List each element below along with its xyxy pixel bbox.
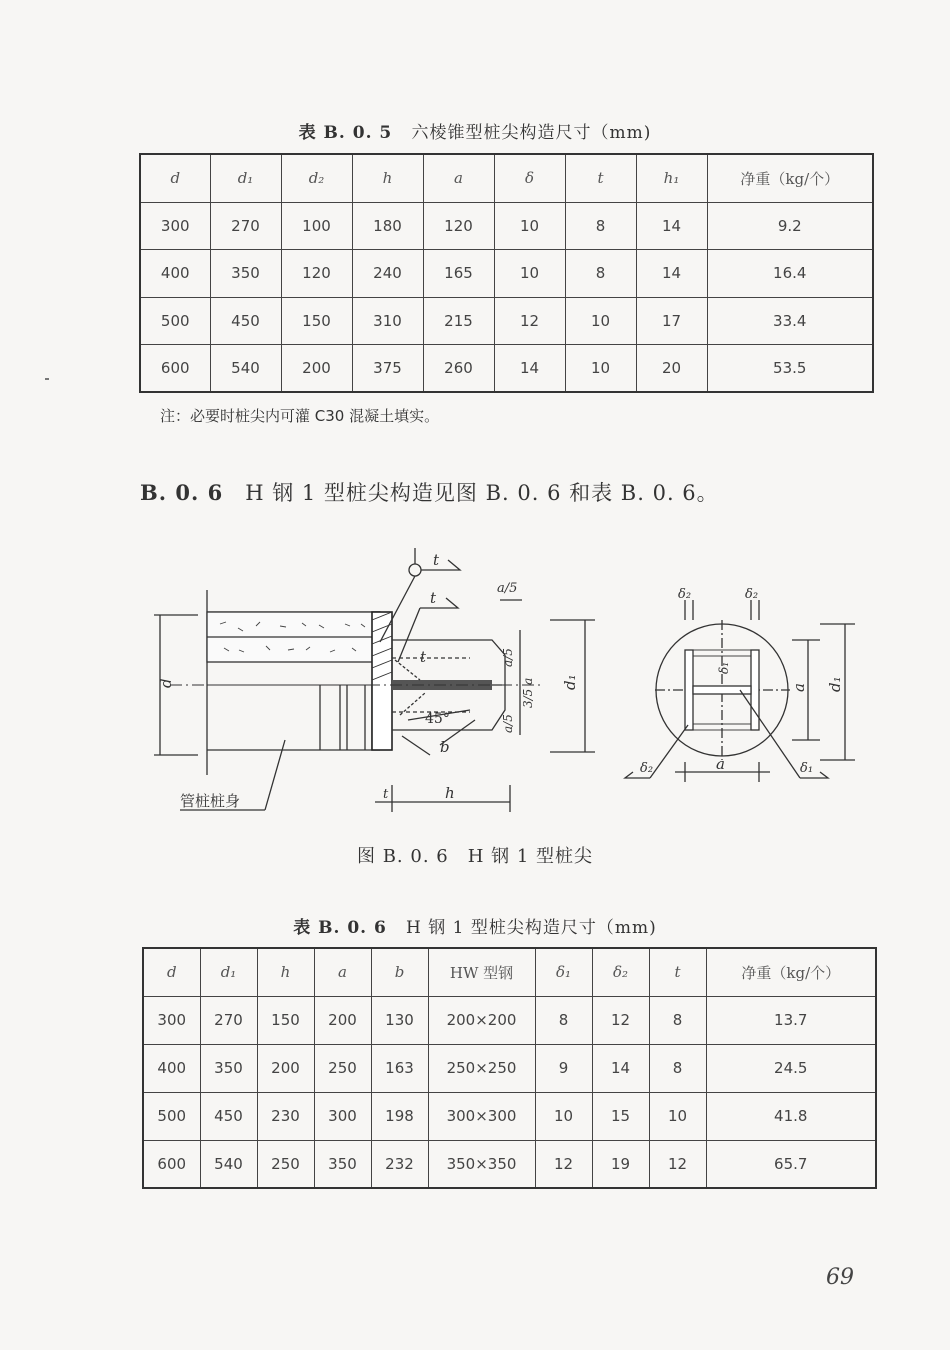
table2-cell: 15 [592,1092,649,1140]
table1-cell: 400 [140,250,210,298]
table2-header-cell: HW 型钢 [428,948,535,996]
table1-cell: 20 [636,345,707,393]
table1-header-cell: d₁ [210,154,281,202]
table1-cell: 100 [281,202,352,250]
dim-d1-right-label: d₁ [826,676,844,692]
table2-cell: 232 [371,1140,428,1188]
dim-d-label: d [157,678,175,688]
table1-header-cell: d₂ [281,154,352,202]
table2-cell: 250 [314,1044,371,1092]
table2-cell: 163 [371,1044,428,1092]
table2-cell: 12 [592,996,649,1044]
table2-cell: 9 [535,1044,592,1092]
table2-header-cell: δ₁ [535,948,592,996]
table1-header-row [140,154,873,202]
h-steel-pile-tip-figure [140,540,870,825]
table2-cell: 41.8 [706,1092,876,1140]
table2-cell: 130 [371,996,428,1044]
table2-cell: 8 [649,996,706,1044]
table2-header-cell: h [257,948,314,996]
table2-header-cell: d [143,948,200,996]
table1-header-cell: t [565,154,636,202]
table1-cell: 375 [352,345,423,393]
table1-cell: 310 [352,297,423,345]
cross-section-view [625,587,855,782]
table1-cell: 12 [494,297,565,345]
table1-cell: 16.4 [707,250,873,298]
table1-cell: 180 [352,202,423,250]
table2-cell: 540 [200,1140,257,1188]
dim-a5-label: a/5 [501,648,515,667]
table1-cell: 350 [210,250,281,298]
weld-t-label-2: t [430,589,437,607]
table2-header-cell: δ₂ [592,948,649,996]
table1 [139,153,874,393]
table1-caption [0,118,950,143]
table2-cell: 200 [314,996,371,1044]
table1-cell: 450 [210,297,281,345]
table2-header-cell: b [371,948,428,996]
table1-cell: 540 [210,345,281,393]
table1-cell: 14 [494,345,565,393]
dim-d1-label: d₁ [561,674,579,690]
table2-cell: 12 [535,1140,592,1188]
table2-cell: 350×350 [428,1140,535,1188]
elevation-view [154,548,595,812]
section-heading [140,477,719,507]
table2-caption-title: H 钢 1 型桩尖构造尺寸（mm) [406,918,657,938]
table2-caption-number: 表 B. 0. 6 [293,918,387,938]
table2-cell: 24.5 [706,1044,876,1092]
table2-row [143,1140,876,1188]
table1-cell: 10 [494,202,565,250]
table1-cell: 600 [140,345,210,393]
table2-cell: 300 [314,1092,371,1140]
dim-a-right-label: a [790,683,808,692]
table1-cell: 120 [281,250,352,298]
table2-cell: 270 [200,996,257,1044]
table2-cell: 12 [649,1140,706,1188]
table1-cell: 17 [636,297,707,345]
table2-cell: 150 [257,996,314,1044]
section-text: H 钢 1 型桩尖构造见图 B. 0. 6 和表 B. 0. 6。 [245,481,719,505]
table1-cell: 10 [494,250,565,298]
table2-cell: 14 [592,1044,649,1092]
table2-row [143,996,876,1044]
table1-cell: 150 [281,297,352,345]
table2-cell: 10 [535,1092,592,1140]
table2-cell: 10 [649,1092,706,1140]
table2-cell: 400 [143,1044,200,1092]
table1-cell: 10 [565,345,636,393]
dim-a-bottom-label: a [716,755,725,773]
table2-cell: 198 [371,1092,428,1140]
table2-cell: 250 [257,1140,314,1188]
table1-cell: 300 [140,202,210,250]
table1-cell: 240 [352,250,423,298]
table1-cell: 270 [210,202,281,250]
dim-a35-label: 3/5 a [521,677,535,708]
delta2-top-right-label: δ₂ [745,587,759,602]
table1-header-cell: h₁ [636,154,707,202]
delta2-bottom-label: δ₂ [640,761,654,776]
scan-speck [45,378,49,380]
table2-row [143,1092,876,1140]
table2-cell: 19 [592,1140,649,1188]
dim-h-label: h [445,784,455,802]
table2 [142,947,877,1189]
table2-header-cell: a [314,948,371,996]
page-number: 69 [826,1265,854,1290]
table1-row [140,345,873,393]
delta2-top-left-label: δ₂ [678,587,692,602]
dim-a5-top-label: a/5 [497,581,518,596]
weld-t-label-3: t [420,648,427,666]
table1-cell: 215 [423,297,494,345]
table1-cell: 165 [423,250,494,298]
table2-cell: 350 [314,1140,371,1188]
table1-header-cell: d [140,154,210,202]
dim-a5-bottom-label: a/5 [501,714,515,733]
table2-header-cell: t [649,948,706,996]
table1-note: 注：必要时桩尖内可灌 C30 混凝土填实。 [160,407,440,425]
table1-cell: 260 [423,345,494,393]
table2-cell: 8 [535,996,592,1044]
table2-cell: 300 [143,996,200,1044]
table1-header-cell: h [352,154,423,202]
table1-cell: 33.4 [707,297,873,345]
table2-row [143,1044,876,1092]
table1-cell: 14 [636,250,707,298]
dim-b-label: b [440,738,450,756]
table1-header-cell: 净重（kg/个） [707,154,873,202]
table1-cell: 14 [636,202,707,250]
table1-cell: 120 [423,202,494,250]
table1-cell: 8 [565,202,636,250]
table1-cell: 9.2 [707,202,873,250]
table2-cell: 200×200 [428,996,535,1044]
table2-cell: 8 [649,1044,706,1092]
figure-caption: 图 B. 0. 6 H 钢 1 型桩尖 [356,846,594,867]
table1-cell: 53.5 [707,345,873,393]
table2-cell: 13.7 [706,996,876,1044]
table2-cell: 300×300 [428,1092,535,1140]
table1-header-cell: δ [494,154,565,202]
table1-header-cell: a [423,154,494,202]
table2-header-cell: d₁ [200,948,257,996]
table1-cell: 500 [140,297,210,345]
table1-row [140,250,873,298]
delta1-web-label: δ₁ [717,661,731,674]
table2-cell: 250×250 [428,1044,535,1092]
delta1-bottom-label: δ₁ [800,761,814,776]
table1-cell: 200 [281,345,352,393]
table2-header-row [143,948,876,996]
table2-header-cell: 净重（kg/个） [706,948,876,996]
table2-cell: 65.7 [706,1140,876,1188]
pile-body-label: 管桩桩身 [180,792,241,810]
table1-caption-title: 六棱锥型桩尖构造尺寸（mm) [411,123,652,143]
dim-t-bottom-label: t [383,787,389,802]
table2-cell: 230 [257,1092,314,1140]
weld-t-label-1: t [433,551,440,569]
table1-caption-number: 表 B. 0. 5 [298,123,393,143]
table2-cell: 200 [257,1044,314,1092]
table2-cell: 600 [143,1140,200,1188]
section-number: B. 0. 6 [140,480,224,505]
table2-caption [0,913,950,938]
table1-cell: 10 [565,297,636,345]
table2-cell: 350 [200,1044,257,1092]
table1-cell: 8 [565,250,636,298]
angle-label: 45° [425,711,450,727]
table1-row [140,202,873,250]
table2-cell: 450 [200,1092,257,1140]
table1-row [140,297,873,345]
table2-cell: 500 [143,1092,200,1140]
